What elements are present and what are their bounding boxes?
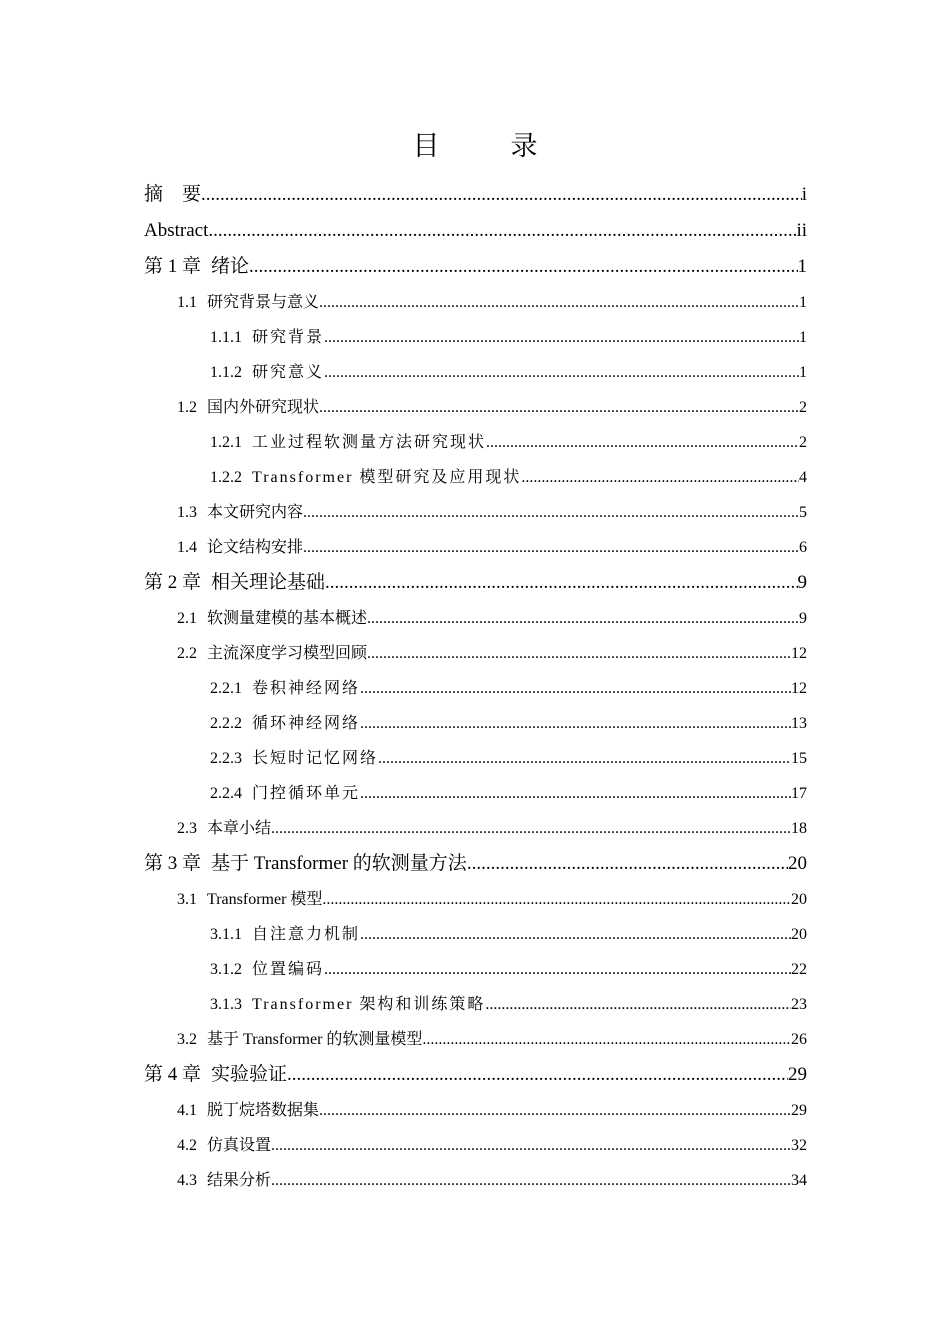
toc-entry-number: 3.1	[177, 891, 197, 908]
dot-leader	[287, 1057, 788, 1093]
dot-leader	[319, 1093, 791, 1128]
dot-leader	[485, 987, 791, 1022]
dot-leader	[324, 355, 799, 390]
toc-entry[interactable]	[144, 285, 807, 320]
toc-entry-page: 1	[797, 256, 807, 277]
toc-entry-page: 12	[791, 645, 807, 662]
toc-entry-number: 1.1.1	[210, 329, 242, 346]
toc-entry-page: 4	[799, 469, 807, 486]
toc-entry-page: 22	[791, 961, 807, 978]
toc-entry[interactable]	[144, 425, 807, 460]
toc-entry[interactable]	[144, 460, 807, 495]
toc-entry-title: 相关理论基础	[211, 572, 326, 593]
dot-leader	[201, 177, 802, 213]
dot-leader	[486, 425, 799, 460]
toc-entry-title: 本章小结	[207, 820, 272, 837]
dot-leader	[360, 671, 791, 706]
toc-entry[interactable]	[144, 1057, 807, 1093]
toc-entry-title: 脱丁烷塔数据集	[207, 1102, 320, 1119]
toc-entry-number: 1.2.2	[210, 469, 242, 486]
toc-entry-page: 12	[791, 680, 807, 697]
toc-entry-title: 长短时记忆网络	[252, 750, 379, 767]
toc-entry-page: ii	[796, 220, 807, 241]
dot-leader	[324, 320, 799, 355]
dot-leader	[325, 565, 797, 601]
toc-entry-title: 循环神经网络	[252, 715, 361, 732]
toc-entry-number: 第 2 章	[144, 572, 202, 593]
dot-leader	[360, 776, 791, 811]
dot-leader	[367, 601, 799, 636]
toc-entry-page: 18	[791, 820, 807, 837]
dot-leader	[322, 882, 791, 917]
toc-entry[interactable]	[144, 917, 807, 952]
toc-entry-number: 第 1 章	[144, 256, 202, 277]
toc-entry[interactable]	[144, 1022, 807, 1057]
toc-entry-number: 3.1.1	[210, 926, 242, 943]
toc-entry-page: 6	[799, 539, 807, 556]
toc-entry-page: 1	[799, 364, 807, 381]
toc-entry-number: 1.1	[177, 294, 197, 311]
toc-entry[interactable]	[144, 882, 807, 917]
toc-entry-page: 5	[799, 504, 807, 521]
toc-entry[interactable]	[144, 249, 807, 285]
toc-entry[interactable]	[144, 320, 807, 355]
dot-leader	[324, 952, 791, 987]
toc-entry-page: 9	[799, 610, 807, 627]
dot-leader	[360, 706, 791, 741]
toc-entry-page: 1	[799, 329, 807, 346]
toc-entry-number: 3.1.2	[210, 961, 242, 978]
toc-entry-title: Transformer 模型	[207, 891, 323, 908]
toc-entry-number: 1.1.2	[210, 364, 242, 381]
toc-entry-title: 论文结构安排	[207, 539, 304, 556]
toc-entry-title: 摘 要	[144, 184, 202, 205]
toc-entry-title: 基于 Transformer 的软测量模型	[207, 1031, 423, 1048]
toc-entry[interactable]	[144, 741, 807, 776]
dot-leader	[319, 390, 799, 425]
toc-entry-page: 20	[791, 926, 807, 943]
toc-entry[interactable]	[144, 671, 807, 706]
dot-leader	[208, 213, 796, 249]
table-of-contents	[144, 177, 807, 1198]
dot-leader	[271, 811, 791, 846]
toc-entry-page: 9	[797, 572, 807, 593]
toc-heading: 目 录	[412, 131, 560, 161]
toc-entry-title: 国内外研究现状	[207, 399, 320, 416]
toc-entry-number: 2.2	[177, 645, 197, 662]
toc-entry-title: 绪论	[211, 256, 250, 277]
toc-entry[interactable]	[144, 987, 807, 1022]
toc-entry-number: 3.2	[177, 1031, 197, 1048]
toc-entry-title: 卷积神经网络	[252, 680, 361, 697]
toc-entry-number: 1.2.1	[210, 434, 242, 451]
dot-leader	[360, 917, 791, 952]
toc-entry[interactable]	[144, 811, 807, 846]
dot-leader	[271, 1128, 791, 1163]
dot-leader	[378, 741, 791, 776]
toc-entry[interactable]	[144, 1093, 807, 1128]
toc-entry-title: 本文研究内容	[207, 504, 304, 521]
toc-entry[interactable]	[144, 495, 807, 530]
toc-entry-title: Transformer 模型研究及应用现状	[252, 469, 522, 486]
toc-entry-title: 仿真设置	[207, 1137, 272, 1154]
dot-leader	[303, 530, 799, 565]
toc-entry[interactable]	[144, 1163, 807, 1198]
toc-entry-title: 基于 Transformer 的软测量方法	[211, 853, 467, 874]
toc-entry-number: 2.2.4	[210, 785, 242, 802]
dot-leader	[467, 846, 788, 882]
toc-entry-number: 第 4 章	[144, 1064, 202, 1085]
toc-entry-page: 23	[791, 996, 807, 1013]
toc-entry-number: 2.2.3	[210, 750, 242, 767]
toc-entry-page: 20	[791, 891, 807, 908]
dot-leader	[367, 636, 791, 671]
dot-leader	[319, 285, 799, 320]
toc-entry-title: 门控循环单元	[252, 785, 361, 802]
toc-entry-title: 实验验证	[211, 1064, 288, 1085]
toc-entry-number: 4.2	[177, 1137, 197, 1154]
toc-entry-number: 第 3 章	[144, 853, 202, 874]
toc-entry-page: 26	[791, 1031, 807, 1048]
toc-entry[interactable]	[144, 846, 807, 882]
toc-entry-page: 34	[791, 1172, 807, 1189]
toc-entry-page: 2	[799, 399, 807, 416]
toc-entry[interactable]	[144, 706, 807, 741]
toc-entry-title: Abstract	[144, 220, 209, 241]
toc-entry-page: 13	[791, 715, 807, 732]
toc-entry-number: 4.3	[177, 1172, 197, 1189]
toc-entry[interactable]	[144, 952, 807, 987]
toc-entry-number: 3.1.3	[210, 996, 242, 1013]
toc-entry[interactable]	[144, 601, 807, 636]
toc-entry[interactable]	[144, 355, 807, 390]
toc-entry-number: 1.2	[177, 399, 197, 416]
toc-entry-number: 2.2.1	[210, 680, 242, 697]
toc-entry-number: 1.3	[177, 504, 197, 521]
toc-entry-number: 2.1	[177, 610, 197, 627]
toc-entry-page: 2	[799, 434, 807, 451]
dot-leader	[271, 1163, 791, 1198]
toc-entry-title: Transformer 架构和训练策略	[252, 996, 486, 1013]
toc-entry-number: 2.3	[177, 820, 197, 837]
toc-entry-title: 结果分析	[207, 1172, 272, 1189]
toc-entry-number: 4.1	[177, 1102, 197, 1119]
toc-entry-title: 位置编码	[252, 961, 325, 978]
toc-entry-page: 20	[788, 853, 807, 874]
toc-entry-title: 工业过程软测量方法研究现状	[252, 434, 487, 451]
toc-entry-title: 软测量建模的基本概述	[207, 610, 368, 627]
toc-entry-title: 主流深度学习模型回顾	[207, 645, 368, 662]
toc-entry-title: 研究意义	[252, 364, 325, 381]
toc-entry-page: 15	[791, 750, 807, 767]
toc-entry[interactable]	[144, 1128, 807, 1163]
toc-entry-number: 2.2.2	[210, 715, 242, 732]
toc-entry[interactable]	[144, 177, 807, 213]
toc-entry-title: 研究背景与意义	[207, 294, 320, 311]
dot-leader	[422, 1022, 791, 1057]
toc-entry-title: 研究背景	[252, 329, 325, 346]
dot-leader	[249, 249, 797, 285]
toc-entry-page: 17	[791, 785, 807, 802]
toc-entry-page: 29	[788, 1064, 807, 1085]
toc-entry[interactable]	[144, 213, 807, 249]
dot-leader	[303, 495, 799, 530]
dot-leader	[521, 460, 799, 495]
toc-entry-number: 1.4	[177, 539, 197, 556]
toc-entry-page: i	[801, 184, 807, 205]
toc-entry-page: 1	[799, 294, 807, 311]
toc-entry-page: 32	[791, 1137, 807, 1154]
toc-entry-title: 自注意力机制	[252, 926, 361, 943]
toc-entry[interactable]	[144, 776, 807, 811]
toc-entry[interactable]	[144, 565, 807, 601]
toc-entry[interactable]	[144, 390, 807, 425]
toc-entry[interactable]	[144, 636, 807, 671]
toc-entry[interactable]	[144, 530, 807, 565]
toc-entry-page: 29	[791, 1102, 807, 1119]
